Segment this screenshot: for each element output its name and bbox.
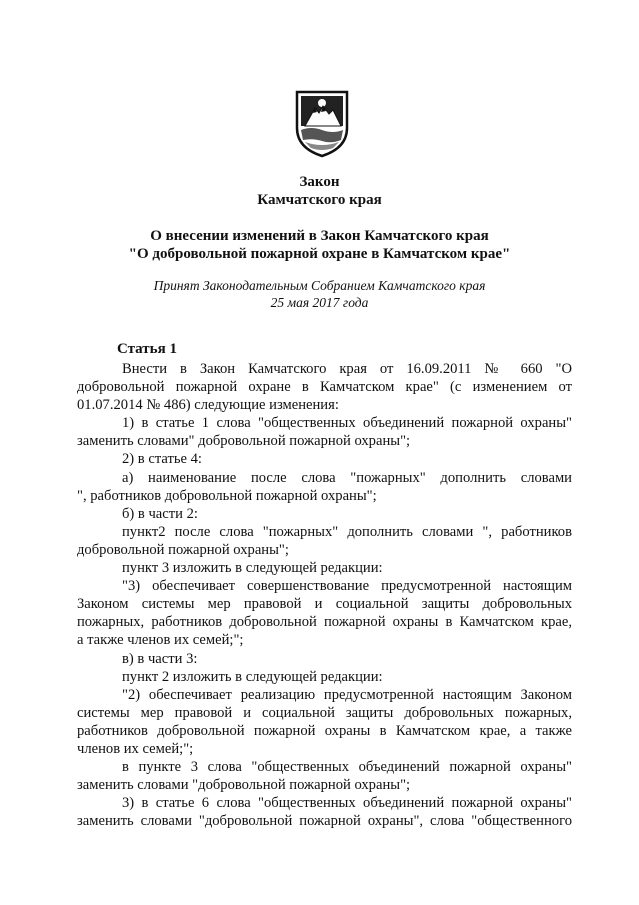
- article-line: заменить словами "добровольной пожарной охраны";: [77, 777, 411, 794]
- article-line: членов их семей;";: [77, 740, 194, 757]
- adoption-note: Принят Законодательным Собранием Камчатского края: [153, 278, 486, 293]
- article-line: Законом системы мер правовой и социальной защиты добровольных: [77, 596, 572, 613]
- article-line: добровольной пожарной охраны";: [77, 541, 289, 558]
- article-line: пункт 3 изложить в следующей редакции:: [122, 560, 383, 577]
- article-line: добровольной пожарной охране в Камчатском крае" (с изменением от: [77, 379, 572, 396]
- article-line: 01.07.2014 № 486) следующие изменения:: [77, 397, 339, 414]
- article-line: работников добровольной пожарной охраны в Камчатском крае, а также: [77, 722, 572, 739]
- article-line: а) наименование после слова "пожарных" дополнить словами: [122, 469, 572, 486]
- adoption-date: 25 мая 2017 года: [270, 295, 369, 310]
- article-line: ", работников добровольной пожарной охраны";: [77, 487, 377, 504]
- article-line: а также членов их семей;";: [77, 632, 244, 649]
- article-line: заменить словами" добровольной пожарной охраны";: [77, 433, 411, 450]
- article-heading: Статья 1: [117, 341, 177, 357]
- law-subtitle-line-1: О внесении изменений в Закон Камчатского края: [150, 228, 489, 244]
- article-line: системы мер правовой и социальной защиты добровольных пожарных,: [77, 704, 572, 721]
- article-line: пожарных, работников добровольной пожарной охраны в Камчатском крае,: [77, 614, 572, 631]
- article-line: "3) обеспечивает совершенствование предусмотренной настоящим: [122, 578, 572, 595]
- article-line: 3) в статье 6 слова "общественных объединений пожарной охраны": [122, 795, 572, 812]
- article-line: пункт2 после слова "пожарных" дополнить словами ", работников: [122, 523, 572, 540]
- article-line: в пункте 3 слова "общественных объединений пожарной охраны": [122, 759, 572, 776]
- law-subtitle-line-2: "О добровольной пожарной охране в Камчатском крае": [128, 246, 511, 262]
- article-line: заменить словами "добровольной пожарной охраны", слова "общественного: [77, 813, 572, 830]
- law-region: Камчатского края: [257, 192, 382, 208]
- article-line: Внести в Закон Камчатского края от 16.09.2011 № 660 "О: [122, 361, 572, 377]
- article-line: б) в части 2:: [122, 505, 198, 522]
- article-line: пункт 2 изложить в следующей редакции:: [122, 668, 383, 685]
- kamchatka-coat-of-arms: [293, 86, 351, 158]
- article-line: 2) в статье 4:: [122, 451, 202, 468]
- article-line: 1) в статье 1 слова "общественных объединений пожарной охраны": [122, 415, 572, 432]
- law-title: Закон: [299, 174, 340, 190]
- article-line: "2) обеспечивает реализацию предусмотренной настоящим Законом: [122, 686, 572, 703]
- article-body: [77, 360, 572, 830]
- article-line: в) в части 3:: [122, 650, 198, 667]
